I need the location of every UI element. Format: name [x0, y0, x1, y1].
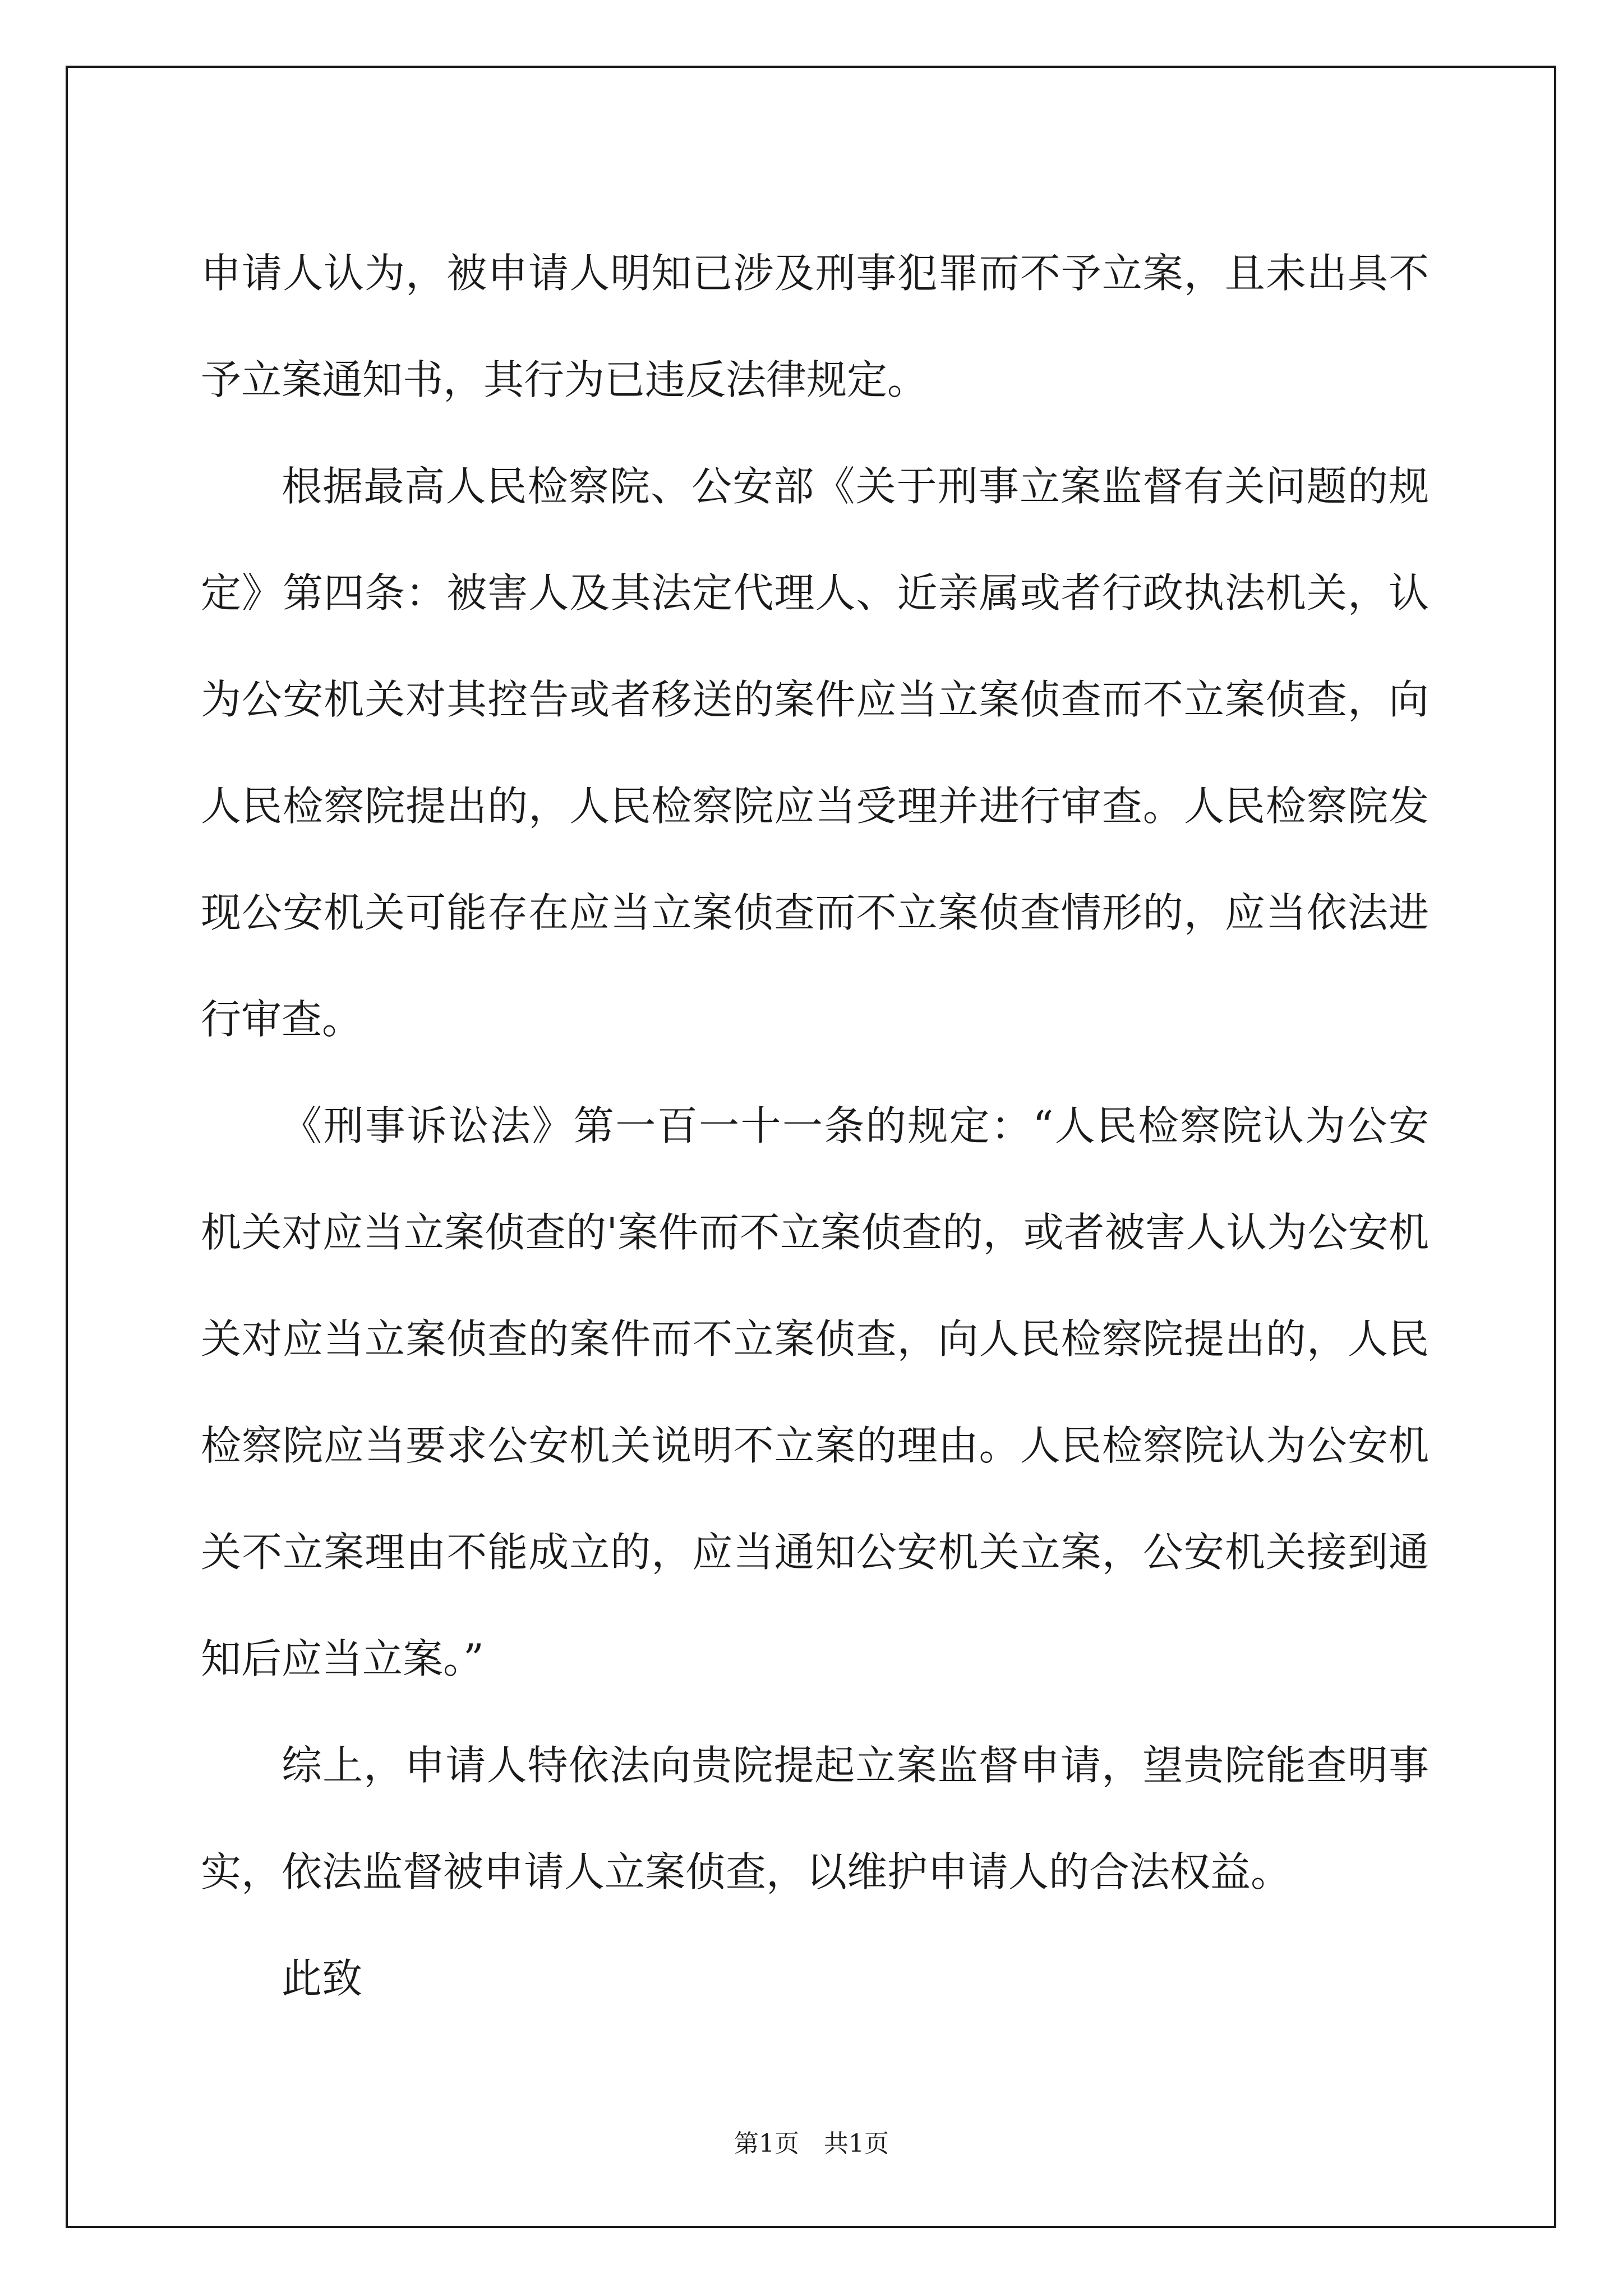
page-number: 第1页: [734, 2129, 799, 2158]
paragraph-closing: 此致: [282, 1955, 363, 2002]
paragraph-3: 《刑事诉讼法》第一百一十一条的规定：“人民检察院认为公安机关对应当立案侦查的'案件而不立案侦查的，或者被害人认为公安机关对应当立案侦查的案件而不立案侦查，向人民检察院提出的，人民检察院应当要求公安机关说明不立案的理由。人民检察院认为公安机关不立案理由不能成立的，应当通知公安机关立案，公安机关接到通知后应当立案。”: [201, 1102, 1429, 1682]
paragraph-2: 根据最高人民检察院、公安部《关于刑事立案监督有关问题的规定》第四条：被害人及其法定代理人、近亲属或者行政执法机关，认为公安机关对其控告或者移送的案件应当立案侦查而不立案侦查，向人民检察院提出的，人民检察院应当受理并进行审查。人民检察院发现公安机关可能存在应当立案侦查而不立案侦查情形的，应当依法进行审查。: [201, 463, 1429, 1043]
page-total: 共1页: [824, 2129, 889, 2158]
page-footer: [0, 2123, 1623, 2159]
document-body: [201, 220, 1429, 2032]
paragraph-4: 综上，申请人特依法向贵院提起立案监督申请，望贵院能查明事实，依法监督被申请人立案侦查，以维护申请人的合法权益。: [201, 1742, 1429, 1895]
paragraph-1: 申请人认为，被申请人明知已涉及刑事犯罪而不予立案，且未出具不予立案通知书，其行为已违反法律规定。: [201, 250, 1429, 403]
